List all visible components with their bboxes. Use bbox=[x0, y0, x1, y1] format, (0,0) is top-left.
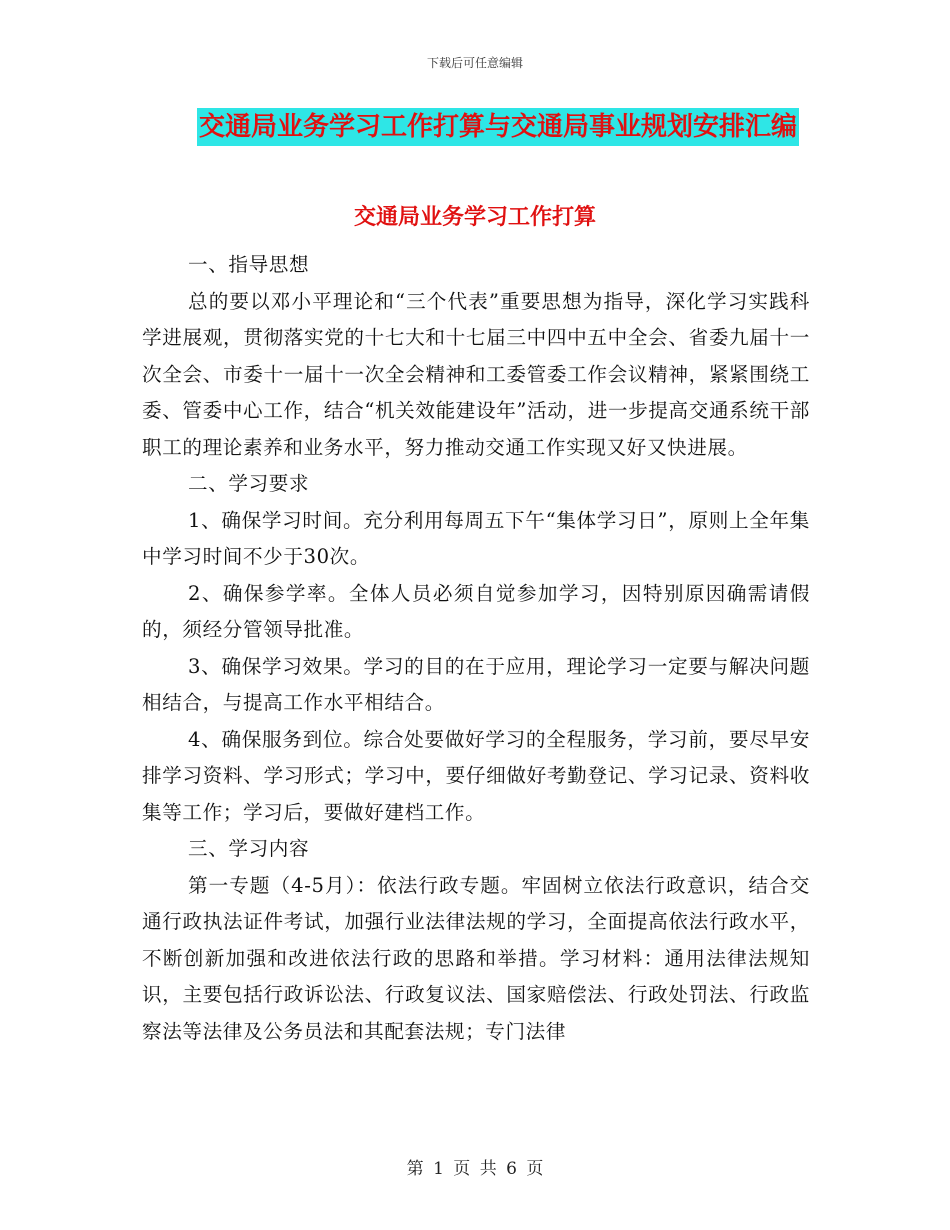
heading-study-requirements: 二、学习要求 bbox=[188, 472, 310, 495]
section-title: 交通局业务学习工作打算 bbox=[353, 205, 596, 230]
paragraph-topic-1: 第一专题（4-5月）：依法行政专题。牢固树立依法行政意识，结合交通行政执法证件考试，加强行业法律法规的学习，全面提高依法行政水平，不断创新加强和改进依法行政的思路和举措。学习材料：通用法律法规知识，主要包括行政诉讼法、行政复议法、国家赔偿法、行政处罚法、行政监察法等法律及公务员法和其配套法规；专门法律 bbox=[142, 873, 810, 1043]
main-title-container bbox=[0, 108, 950, 146]
paragraph-requirement-2: 2、确保参学率。全体人员必须自觉参加学习，因特别原因确需请假的，须经分管领导批准。 bbox=[142, 581, 810, 641]
document-body bbox=[142, 247, 810, 1050]
paragraph-requirement-1: 1、确保学习时间。充分利用每周五下午“集体学习日”，原则上全年集中学习时间不少于30次。 bbox=[142, 508, 810, 568]
paragraph-requirement-3: 3、确保学习效果。学习的目的在于应用，理论学习一定要与解决问题相结合，与提高工作水平相结合。 bbox=[142, 654, 810, 714]
paragraph-requirement-4: 4、确保服务到位。综合处要做好学习的全程服务，学习前，要尽早安排学习资料、学习形式；学习中，要仔细做好考勤登记、学习记录、资料收集等工作；学习后，要做好建档工作。 bbox=[142, 727, 810, 824]
heading-guiding-ideology: 一、指导思想 bbox=[188, 253, 310, 276]
paragraph-guiding-ideology: 总的要以邓小平理论和“三个代表”重要思想为指导，深化学习实践科学进展观，贯彻落实党的十七大和十七届三中四中五中全会、省委九届十一次全会、市委十一届十一次全会精神和工委管委工作会议精神，紧紧围绕工委、管委中心工作，结合“机关效能建设年”活动，进一步提高交通系统干部职工的理论素养和业务水平，努力推动交通工作实现又好又快进展。 bbox=[142, 289, 810, 459]
main-title: 交通局业务学习工作打算与交通局事业规划安排汇编 bbox=[197, 108, 799, 146]
heading-study-content: 三、学习内容 bbox=[188, 837, 310, 860]
page-footer: 第 1 页 共 6 页 bbox=[406, 1159, 544, 1179]
header-note: 下载后可任意编辑 bbox=[426, 56, 523, 70]
